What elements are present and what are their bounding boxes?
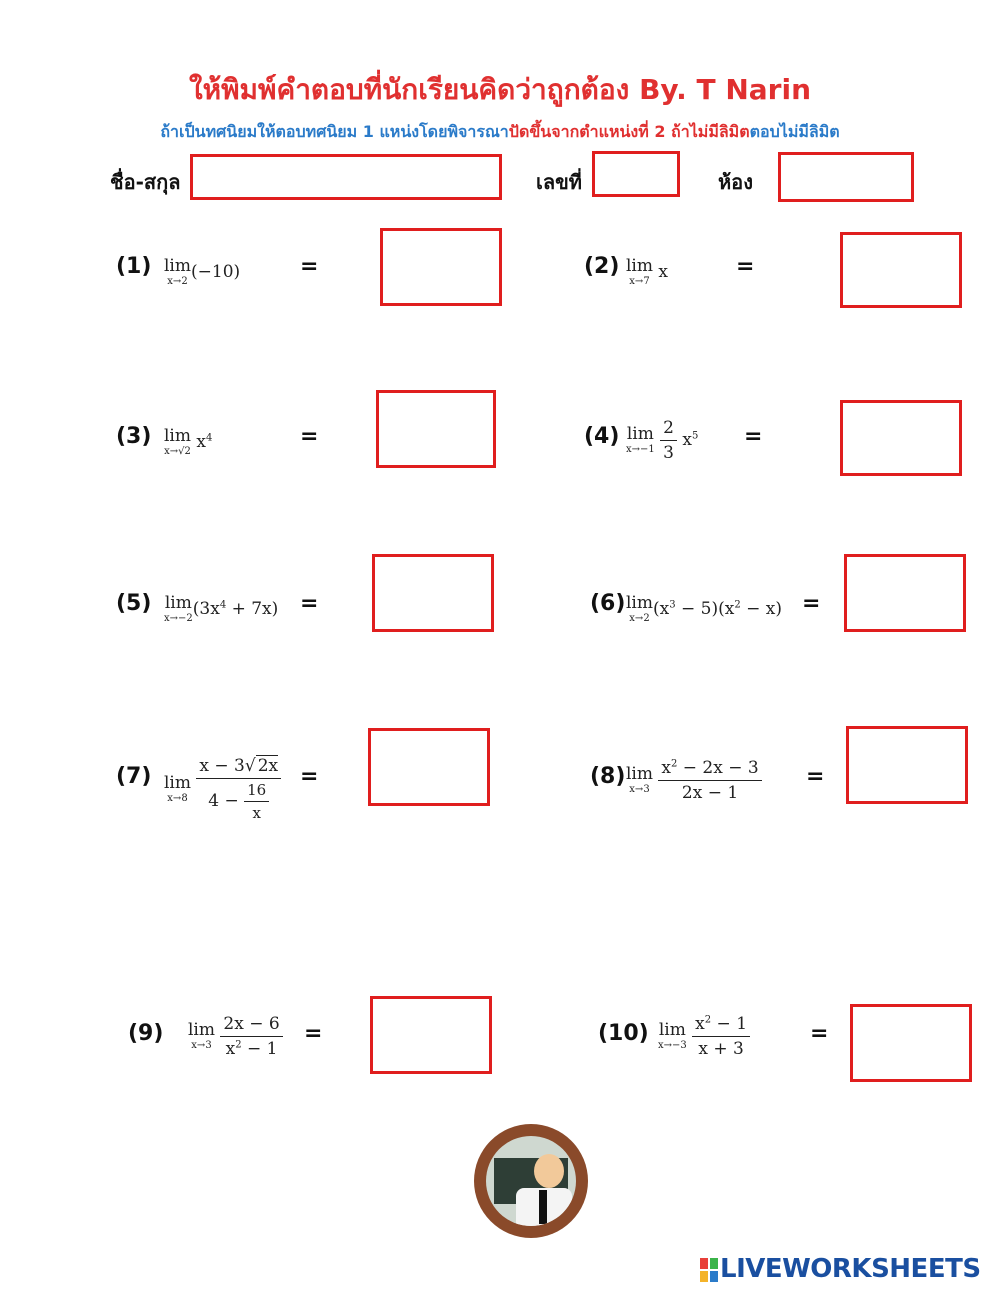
equals-sign: =	[806, 764, 825, 789]
room-label: ห้อง	[718, 170, 753, 194]
page-title: ให้พิมพ์คำตอบที่นักเรียนคิดว่าถูกต้อง By. T Narin	[188, 73, 812, 106]
question-7-expression: lim x→8 x − 3√ 2x 4 − $\frac{16}{x}$	[164, 756, 281, 822]
brand-footer	[700, 1254, 981, 1284]
name-input[interactable]	[190, 154, 502, 200]
question-3-expression: lim x→√2 $x^4$	[164, 426, 213, 457]
number-input[interactable]	[592, 151, 680, 197]
question-5-expression: lim x→−2 $(3x^4 + 7x)$	[164, 593, 279, 624]
answer-box-2[interactable]	[840, 232, 962, 308]
answer-box-3[interactable]	[376, 390, 496, 468]
room-input[interactable]	[778, 152, 914, 202]
equals-sign: =	[300, 764, 319, 789]
equals-sign: =	[304, 1021, 323, 1046]
question-number: (5)	[116, 591, 152, 616]
answer-box-5[interactable]	[372, 554, 494, 632]
teacher-logo	[474, 1124, 588, 1238]
question-4-expression: lim x→−1 $\frac{2}{3}$ $x^5$	[626, 418, 699, 463]
question-8-expression: lim x→3 $\frac{x^2 - 2x - 3}{2x - 1}$	[626, 758, 762, 803]
question-number: (3)	[116, 424, 152, 449]
question-number: (6)	[590, 591, 626, 616]
brand-name: LIVEWORKSHEETS	[720, 1254, 981, 1284]
subtitle-part-2: ปัดขึ้นจากตำแหน่งที่ 2 ถ้าไม่มีลิมิต	[508, 122, 750, 141]
tie-shape	[539, 1190, 547, 1224]
answer-box-10[interactable]	[850, 1004, 972, 1082]
answer-box-9[interactable]	[370, 996, 492, 1074]
equals-sign: =	[744, 424, 763, 449]
question-1-expression: lim x→2 (−10)	[164, 256, 241, 287]
question-number: (8)	[590, 764, 626, 789]
question-number: (10)	[598, 1021, 649, 1046]
question-number: (4)	[584, 424, 620, 449]
equals-sign: =	[300, 424, 319, 449]
answer-box-7[interactable]	[368, 728, 490, 806]
question-number: (1)	[116, 254, 152, 279]
logo-inner	[486, 1136, 576, 1226]
equals-sign: =	[736, 254, 755, 279]
equals-sign: =	[300, 591, 319, 616]
equals-sign: =	[300, 254, 319, 279]
question-number: (2)	[584, 254, 620, 279]
equals-sign: =	[810, 1021, 829, 1046]
subtitle-part-1: ถ้าเป็นทศนิยมให้ตอบทศนิยม 1 แหน่งโดยพิจารณา	[160, 122, 509, 141]
answer-box-1[interactable]	[380, 228, 502, 306]
name-label: ชื่อ-สกุล	[110, 170, 181, 194]
liveworksheets-icon	[700, 1258, 718, 1282]
answer-box-8[interactable]	[846, 726, 968, 804]
number-label: เลขที่	[536, 170, 582, 194]
teacher-face-shape	[534, 1154, 564, 1188]
subtitle-part-3: ตอบไม่มีลิมิต	[749, 122, 840, 141]
answer-box-6[interactable]	[844, 554, 966, 632]
page-subtitle	[0, 120, 1000, 145]
equals-sign: =	[802, 591, 821, 616]
question-10-expression: lim x→−3 $\frac{x^2 - 1}{x + 3}$	[658, 1014, 750, 1059]
answer-box-4[interactable]	[840, 400, 962, 476]
question-9-expression: lim x→3 $\frac{2x - 6}{x^2 - 1}$	[188, 1014, 283, 1059]
question-number: (7)	[116, 764, 152, 789]
question-6-expression: lim x→2 $(x^3 - 5)(x^2 - x)$	[626, 593, 782, 624]
question-number: (9)	[128, 1021, 164, 1046]
question-2-expression: lim x→7 x	[626, 256, 668, 287]
